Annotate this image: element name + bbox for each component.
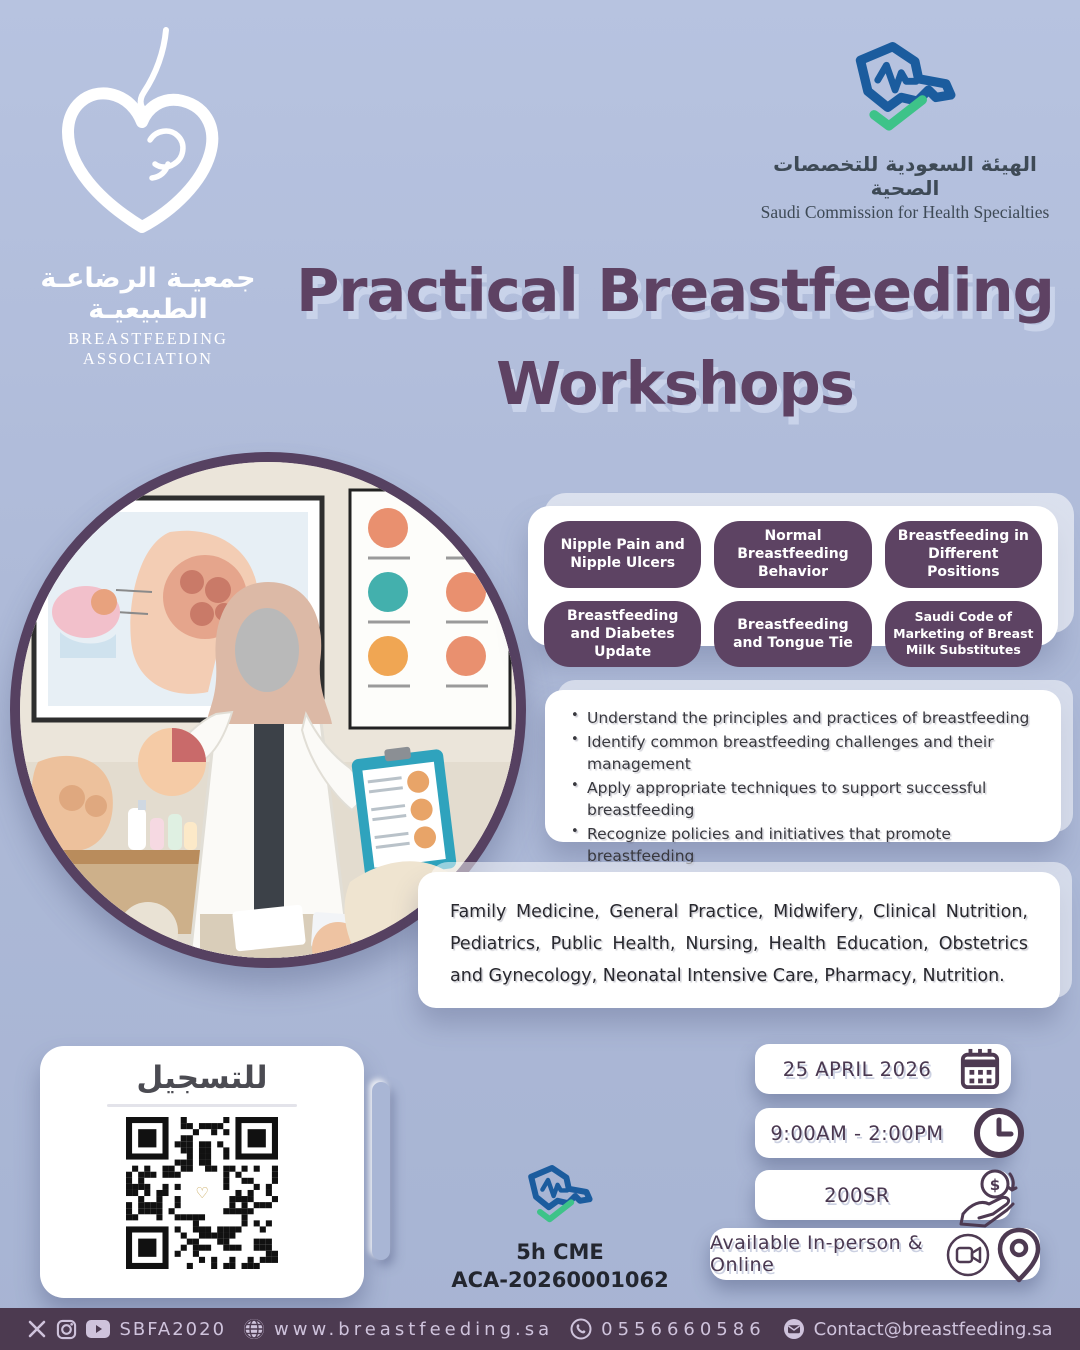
whatsapp-phone-icon xyxy=(570,1318,592,1340)
topic-pill: Breastfeeding in Different Positions xyxy=(885,521,1042,588)
video-call-icon xyxy=(946,1233,990,1277)
registration-card xyxy=(40,1046,364,1298)
cme-code: ACA-20260001062 xyxy=(451,1268,669,1293)
clock-icon xyxy=(971,1105,1027,1161)
association-name-english: BREASTFEEDING ASSOCIATION xyxy=(68,329,228,368)
svg-text:♡: ♡ xyxy=(195,1184,209,1203)
objective-item: • Apply appropriate techniques to support successful breastfeeding xyxy=(571,777,1043,821)
scfhs-name-english: Saudi Commission for Health Specialties xyxy=(760,202,1050,222)
scfhs-name-arabic: الهيئة السعودية للتخصصات الصحية xyxy=(773,152,1037,200)
event-time: 9:00AM - 2:00PM xyxy=(755,1108,1011,1158)
objective-item: • Recognize policies and initiatives that promote breastfeeding xyxy=(571,823,1043,867)
objectives-card xyxy=(545,690,1061,865)
calendar-icon xyxy=(959,1047,1001,1091)
scfhs-logo-block xyxy=(745,38,1065,223)
association-name-arabic: جمعيـة الرضاعـة الطبيعيـة xyxy=(40,263,256,325)
location-pin-icon xyxy=(994,1226,1044,1284)
registration-qr-code[interactable] xyxy=(126,1117,278,1269)
cme-hours: 5h CME xyxy=(516,1240,604,1264)
scfhs-badge-icon xyxy=(512,1158,608,1234)
event-price: 200SR xyxy=(755,1170,1011,1220)
cme-block xyxy=(448,1158,672,1295)
svg-text:$: $ xyxy=(989,1176,1001,1194)
title-line-2: Workshops xyxy=(496,349,854,419)
youtube-icon[interactable] xyxy=(86,1320,110,1338)
title-line-1: Practical Breastfeeding xyxy=(296,256,1054,325)
instagram-icon[interactable] xyxy=(56,1319,77,1340)
topic-pill: Normal Breastfeeding Behavior xyxy=(714,521,871,588)
association-logo-block xyxy=(18,22,278,369)
registration-title-arabic: للتسجيل xyxy=(136,1060,268,1096)
decorative-bar xyxy=(372,1082,390,1260)
price-card xyxy=(755,1170,1011,1220)
event-date: 25 APRIL 2026 xyxy=(755,1044,1011,1094)
date-card xyxy=(755,1044,1011,1094)
objective-item: • Understand the principles and practices of breastfeeding xyxy=(571,707,1043,729)
topic-pill: Saudi Code of Marketing of Breast Milk Substitutes xyxy=(885,601,1042,668)
availability-card xyxy=(710,1228,1040,1280)
website-globe-icon xyxy=(243,1318,265,1340)
topic-pill: Breastfeeding and Tongue Tie xyxy=(714,601,871,668)
page-title xyxy=(280,244,1070,430)
topics-panel xyxy=(528,506,1058,660)
objective-item: • Identify common breastfeeding challenges and their management xyxy=(571,731,1043,775)
audience-card: Family Medicine, General Practice, Midwifery, Clinical Nutrition, Pediatrics, Public Health, Nursing, Health Education, Obstetrics and Gynecology, Neonatal Intensive Care, Pharmacy, Nutrition. xyxy=(418,872,1060,1008)
email-address[interactable]: Contact@breastfeeding.sa xyxy=(813,1318,1053,1340)
breastfeeding-association-logo-icon xyxy=(38,22,258,257)
x-twitter-icon[interactable] xyxy=(27,1319,47,1339)
social-handle[interactable]: SBFA2020 xyxy=(119,1318,227,1340)
website-link[interactable]: www.breastfeeding.sa xyxy=(274,1318,554,1340)
fee-hand-icon xyxy=(955,1166,1025,1234)
availability: Available In-person & Online xyxy=(710,1228,1040,1280)
email-icon xyxy=(783,1318,805,1340)
time-card xyxy=(755,1108,1011,1158)
divider xyxy=(107,1104,297,1107)
topic-pill: Breastfeeding and Diabetes Update xyxy=(544,601,701,668)
topic-pill: Nipple Pain and Nipple Ulcers xyxy=(544,521,701,588)
scfhs-logo-icon xyxy=(830,38,980,142)
footer-bar xyxy=(0,1308,1080,1350)
phone-number[interactable]: 0556660586 xyxy=(601,1318,766,1340)
infographic-poster xyxy=(350,490,510,728)
